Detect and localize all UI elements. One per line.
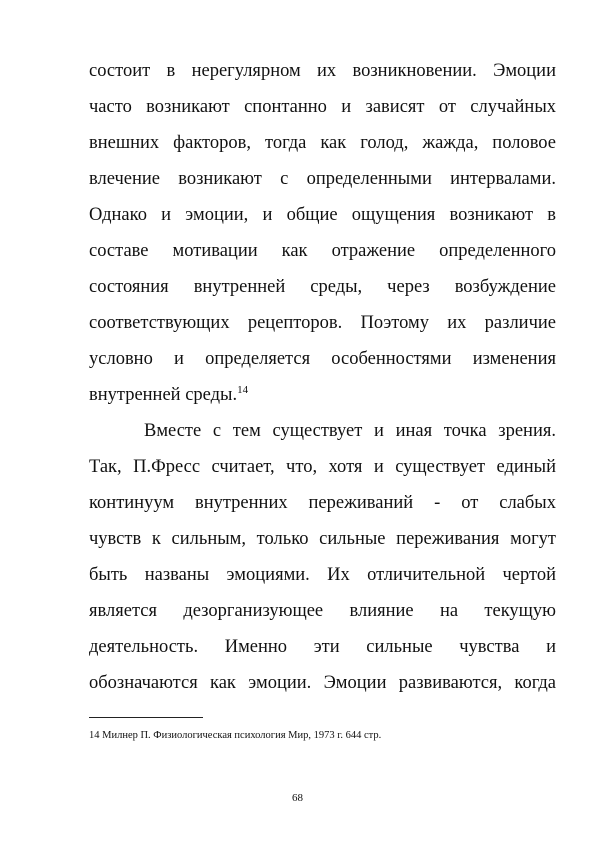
page-number: 68 <box>292 792 303 804</box>
body-line-13: континуум внутренних переживаний - от слабых <box>89 493 556 513</box>
body-line-12: Так, П.Фресс считает, что, хотя и существует единый <box>89 457 556 477</box>
body-line-14: чувств к сильным, только сильные переживания могут <box>89 529 556 549</box>
body-line-16: является дезорганизующее влияние на текущую <box>89 601 556 621</box>
footnote-reference: 14 <box>237 383 249 396</box>
body-line-18: обозначаются как эмоции. Эмоции развиваются, когда <box>89 673 556 693</box>
body-line-4: влечение возникают с определенными интервалами. <box>89 169 556 189</box>
footnote: 14 Милнер П. Физиологическая психология Мир, 1973 г. 644 стр. <box>89 730 382 741</box>
body-line-6: составе мотивации как отражение определенного <box>89 241 556 261</box>
body-line-10 <box>89 384 556 406</box>
body-line-2: часто возникают спонтанно и зависят от случайных <box>89 97 556 117</box>
body-line-9: условно и определяется особенностями изменения <box>89 349 556 369</box>
body-line-3: внешних факторов, тогда как голод, жажда, половое <box>89 133 556 153</box>
body-line-10-text: внутренней среды. <box>89 385 238 405</box>
footnote-divider <box>89 717 203 718</box>
body-line-7: состояния внутренней среды, через возбуждение <box>89 277 556 297</box>
body-line-11: Вместе с тем существует и иная точка зрения. <box>144 421 556 441</box>
body-line-8: соответствующих рецепторов. Поэтому их различие <box>89 313 556 333</box>
body-line-15: быть названы эмоциями. Их отличительной чертой <box>89 565 556 585</box>
body-line-17: деятельность. Именно эти сильные чувства и <box>89 637 556 657</box>
body-line-1: состоит в нерегулярном их возникновении. Эмоции <box>89 61 556 81</box>
body-line-5: Однако и эмоции, и общие ощущения возникают в <box>89 205 556 225</box>
